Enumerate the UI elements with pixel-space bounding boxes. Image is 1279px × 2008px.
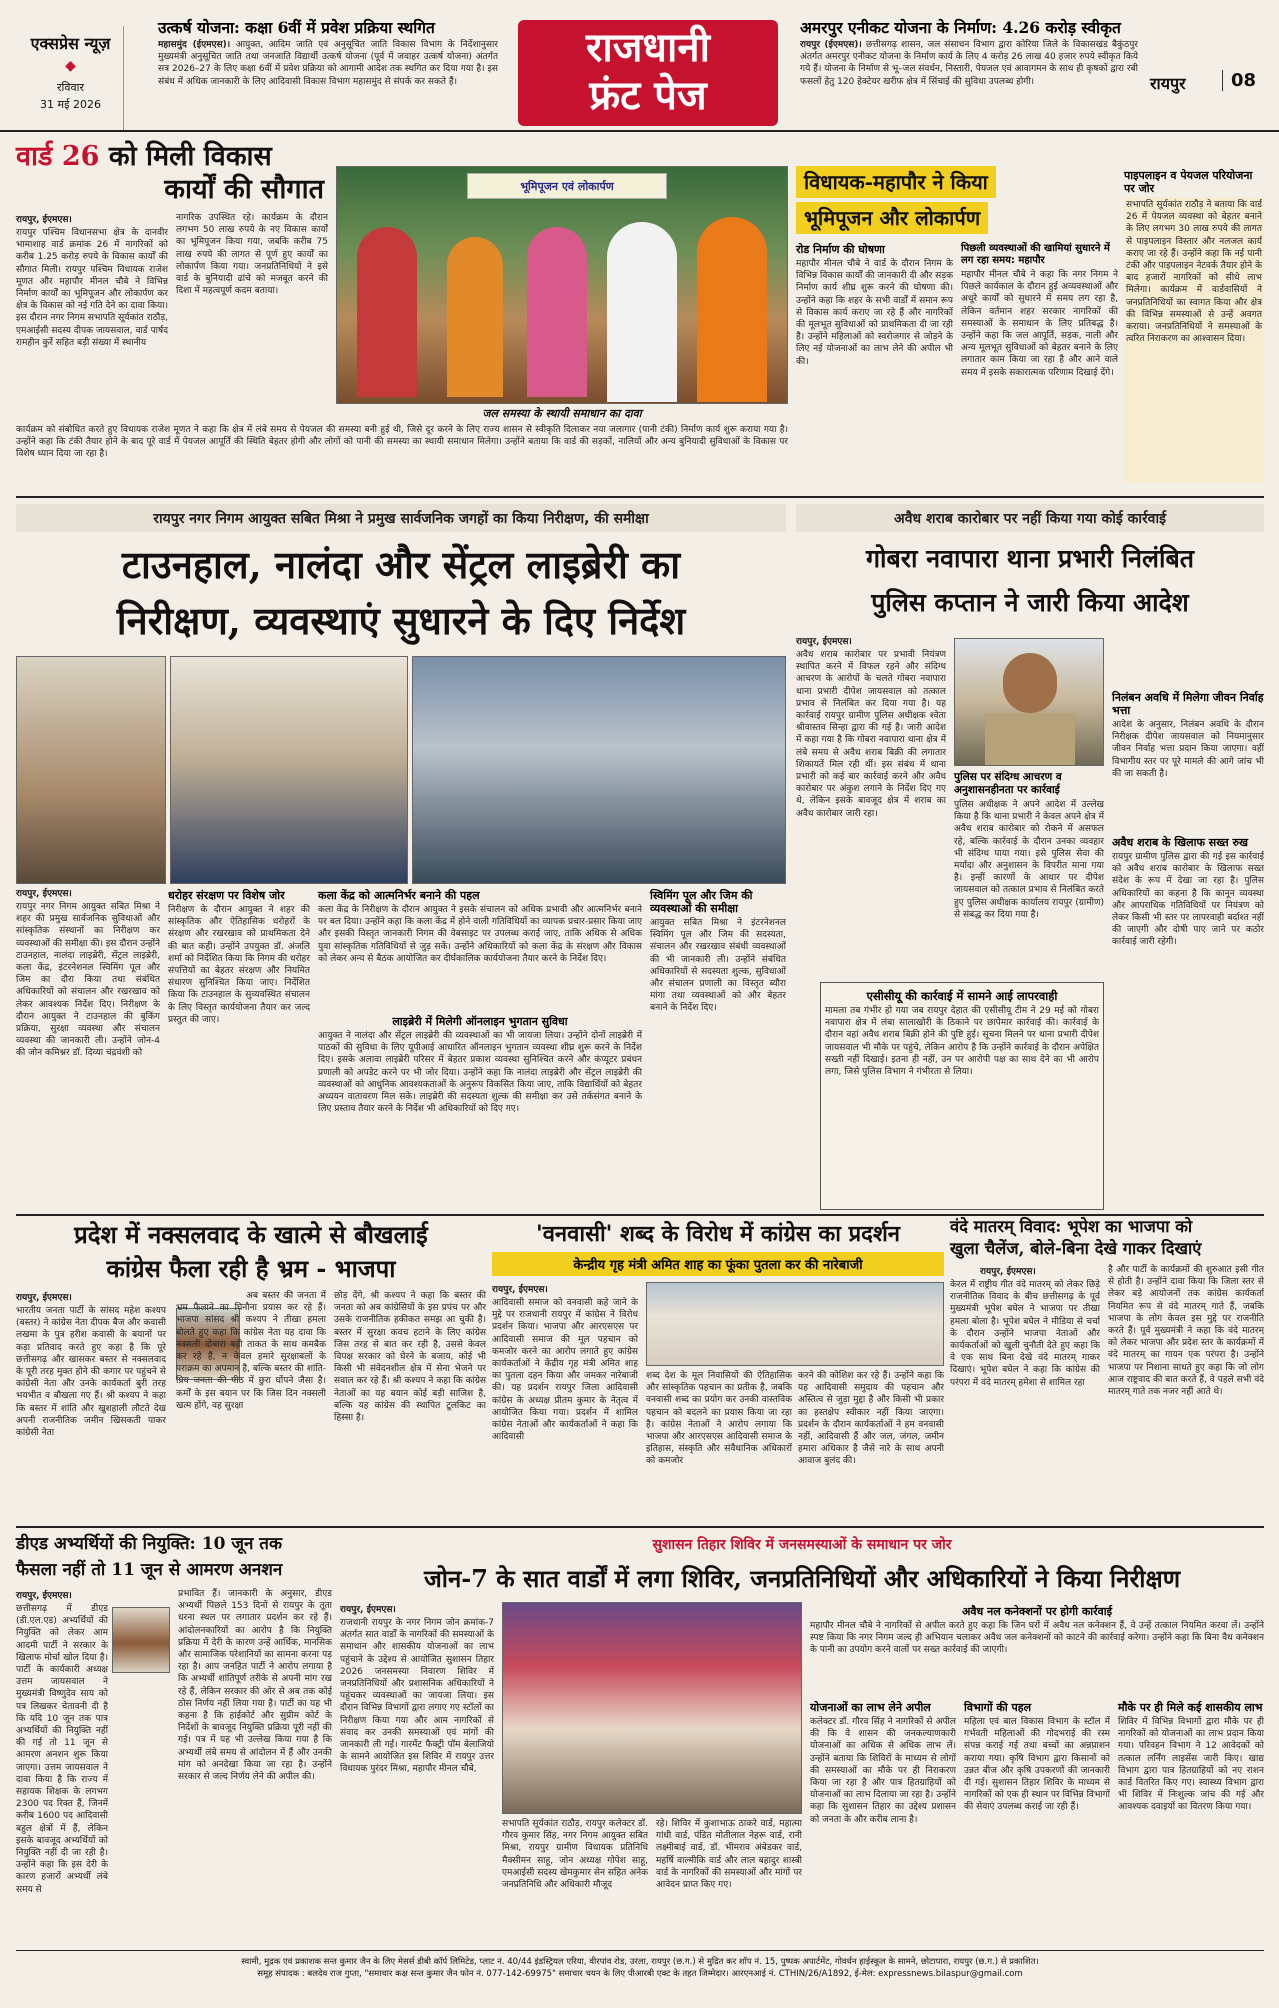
gobra-headline-2: पुलिस कप्तान ने जारी किया आदेश [871,588,1189,617]
gobra-col1: अवैध शराब कारोबार पर प्रभावी नियंत्रण स्थापित करने में विफल रहने और संदिग्ध आचरण के आरोपों के चलते गोबरा नवापारा थाना प्रभारी दीपेश जायसवाल को तत्काल प्रभाव से निलंबित कर दिया गया है। यह कार्रवाई रायपुर ग्रामीण पुलिस अधीक्षक श्वेता श्रीवास्तव सिन्हा द्वारा की गई है। जारी आदेश में कहा गया है कि गोबरा नवापारा थाना क्षेत्र में लंबे समय से अवैध शराब बिक्री की लगातार शिकायतें मिल रही थीं। इस संबंध में थाना प्रभारी को कई बार कार्रवाई करने और अवैध कारोबार पर अंकुश लगाने के निर्देश दिए गए थे, लेकिन इसके बावजूद क्षेत्र में शराब का अवैध कारोबार जारी रहा। [796,650,946,819]
vanvasi-headline: 'वनवासी' शब्द के विरोध में कांग्रेस का प्रदर्शन [535,1221,901,1247]
nalanda-col5: आयुक्त सबित मिश्रा ने इंटरनेशनल स्विमिंग पूल और जिम की सदस्यता, संचालन और रखरखाव संबंधी व्यवस्थाओं की भी जानकारी ली। उन्होंने संबंधित अधिकारियों से सदस्यता शुल्क, सुविधाओं और संचालन प्रणाली का विस्तृत ब्यौरा मांगा तथा व्यवस्थाओं को और बेहतर बनाने के निर्देश दिए। [650,918,786,1014]
naxal-col2: अब बस्तर की जनता में भ्रम फैलाने का घिनौना प्रयास कर रहे हैं। भाजपा सांसद श्री कश्यप ने तीखा हमला बोलते हुए कहा कि कांग्रेस नेता यह दावा कि नक्सली दोबारा बड़ी ताकत के साथ कमबैक कर रहे हैं, न केवल हमारे सुरक्षाबलों के पराक्रम का अपमान है, बल्कि बस्तर की शांति-प्रिय जनता की पीठ में छुरा घोंपने जैसा है। कर्मों के इस बयान पर कि जिस दिन नक्सली खत्म होंगे, वह सुरक्षा [176,1291,326,1411]
mla-mayor-sub-1: रोड निर्माण की घोषणा [796,243,885,256]
top-right-headline: अमरपुर एनीकट योजना के निर्माण: 4.26 करोड़ स्वीकृत [800,18,1121,37]
top-right-body: छत्तीसगढ़ शासन, जल संसाधन विभाग द्वारा कोरिया जिले के विकासखंड बैकुंठपुर अंतर्गत अमरपुर एनीकट योजना के निर्माण कार्य के लिए 4 करोड़ 26 लाख 40 हजार रुपये स्वीकृत किये गये हैं। योजना के निर्माण से भू–जल संवर्धन, निस्तारी, पेयजल एवं आवागमन के साथ ही कृषकों द्वारा रबी फसलों हेतु 120 हेक्टेयर खरीफ क्षेत्र में सिंचाई की सुविधा उपलब्ध होगी। [800,40,1138,87]
died-col1-wrap [16,1588,170,1944]
divider [16,1950,1264,1951]
pipeline-story [1124,166,1264,490]
vanvasi-col2: शब्द देश के मूल निवासियों की ऐतिहासिक और सांस्कृतिक पहचान का प्रतीक है, जबकि वनवासी शब्द का प्रयोग कर उनकी वास्तविक पहचान को बदलने का प्रयास किया जा रहा है। कांग्रेस नेताओं ने आरोप लगाया कि भाजपा और आरएसएस आदिवासी समाज के इतिहास, संस्कृति और संवैधानिक अधिकारों को कमजोर [646,1371,792,1467]
vanvasi-byline: रायपुर, ईएमएस। [492,1285,548,1295]
top-left-byline: महासमुंद (ईएमएस)। [158,40,231,50]
nalanda-photo-3 [412,656,786,884]
zone7-sub-vibhag: विभागों की पहल [964,1701,1032,1714]
top-left-body: आयुक्त, आदिम जाति एवं अनुसूचित जाति विकास विभाग के निर्देशानुसार मुख्यमंत्री अनुसूचित जाति तथा जनजाति विद्यार्थी उत्कर्ष योजना (पूर्व में जवाहर उत्कर्ष योजना) अंतर्गत सत्र 2026–27 के लिए कक्षा 6वीं में प्रवेश प्रक्रिया को आगामी आदेश तक स्थगित कर दिया गया है। इस संबंध में अधिक जानकारी के लिए आदिवासी विकास विभाग महासमुंद से संपर्क कर सकते हैं। [158,40,498,87]
nalanda-sub-library: लाइब्रेरी में मिलेगी ऑनलाइन भुगतान सुविधा [392,1015,568,1028]
vandemataram-col2: है और पार्टी के कार्यक्रमों की शुरुआत इसी गीत से होती है। उन्होंने दावा किया कि जिला स्तर से लेकर बड़े आयोजनों तक कांग्रेस कार्यकर्ता नियमित रूप से वंदे मातरम् गाते हैं, जबकि भाजपा के लोग केवल इस मुद्दे पर राजनीति करते हैं। पूर्व मुख्यमंत्री ने कहा कि वंदे मातरम् को लेकर भाजपा और प्रदेश स्तर के कार्यक्रमों में वंदे मातरम् का गायन एक परंपरा है। उन्होंने भाजपा पर निशाना साधते हुए कहा कि जो लोग आज राष्ट्रवाद की बात करते हैं, वे पहले सभी वंदे मातरम् गाते तक नजर नहीं आते थे। [1108,1265,1264,1398]
ward26-headline-part2: को मिली विकास [108,141,272,172]
masthead [0,0,1279,132]
died-headline-1: डीएड अभ्यर्थियों की नियुक्ति: 10 जून तक [16,1534,283,1554]
gobra-col3: आदेश के अनुसार, निलंबन अवधि के दौरान निरीक्षक दीपेश जायसवाल को नियमानुसार जीवन निर्वाह भत्ता प्रदान किया जाएगा। वहीं विभागीय स्तर पर पूरे मामले की आगे जांच भी की जा सकती है। [1112,720,1264,779]
zone7-sub-labh: मौके पर ही मिले कई शासकीय लाभ [1118,1701,1263,1714]
vandemataram-col1-wrap [950,1264,1100,1522]
zone7-sub-yojana: योजनाओं का लाभ लेने अपील [810,1701,931,1714]
top-left-story [158,18,498,128]
ward26-body-col2: नागरिक उपस्थित रहे। कार्यक्रम के दौरान लगभग 50 लाख रुपये के नए विकास कार्यों का भूमिपूजन किया गया, जबकि करीब 75 लाख रुपये की लागत से पूर्ण हुए कार्यों का लोकार्पण किया गया। जनप्रतिनिधियों ने इसे वार्ड के बुनियादी ढांचे को मजबूत करने की दिशा में महत्वपूर्ण कदम बताया। [176,213,328,297]
nalanda-sub-pool: स्विमिंग पूल और जिम की व्यवस्थाओं की समीक्षा [650,889,753,915]
mla-mayor-sub-2: पिछली व्यवस्थाओं की खामियां सुधारने में लग रहा समय: महापौर [961,243,1110,266]
died-headline-2: फैसला नहीं तो 11 जून से आमरण अनशन [16,1560,283,1580]
zone7-byline: रायपुर, ईएमएस। [340,1605,396,1615]
gobra-acc-box [820,982,1104,1210]
zone7-col5: कलेक्टर डॉ. गौरव सिंह ने नागरिकों से अपील की कि वे शासन की जनकल्याणकारी योजनाओं का अधिक से अधिक लाभ लें। उन्होंने बताया कि शिविरों के माध्यम से लोगों की समस्याओं का मौके पर ही निराकरण किया जा रहा है और पात्र हितग्राहियों को योजनाओं का लाभ दिलाया जा रहा है। उन्होंने कहा कि सुशासन तिहार का उद्देश्य प्रशासन को जनता के और करीब लाना है। [810,1717,956,1825]
gobra-headline-1: गोबरा नवापारा थाना प्रभारी निलंबित [865,544,1195,573]
vandemataram-headline-1: वंदे मातरम् विवाद: भूपेश का भाजपा को [950,1217,1193,1236]
top-right-byline: रायपुर (ईएमएस)। [800,40,862,50]
page-number: 08 [1222,70,1256,91]
gobra-sub-strict: अवैध शराब के खिलाफ सख्त रुख [1112,836,1249,849]
vandemataram-col1: केरल में राष्ट्रीय गीत वंदे मातरम् को लेकर छिड़े राजनीतिक विवाद के बीच छत्तीसगढ़ के पूर्व मुख्यमंत्री भूपेश बघेल ने भाजपा पर तीखा हमला बोला है। भूपेश बघेल ने मीडिया से चर्चा के दौरान उन्होंने भाजपा नेताओं और कार्यकर्ताओं को खुली चुनौती देते हुए कहा कि वे एक साथ बिना देखे वंदे मातरम् गाकर दिखाएं। भूपेश बघेल ने कहा कि कांग्रेस की परंपरा में वंदे मातरम् हमेशा से शामिल रहा [950,1280,1100,1388]
pipeline-body: सभापति सूर्यकांत राठौड़ ने बताया कि वार्ड 26 में पेयजल व्यवस्था को बेहतर बनाने के लिए लगभग 30 लाख रुपये की लागत से पाइपलाइन विस्तार और नलजल कार्य कराए जा रहे हैं। उन्होंने कहा कि नई पानी टंकी और पाइपलाइन नेटवर्क तैयार होने के बाद हजारों नागरिकों को सीधे लाभ मिलेगा। कार्यक्रम में वार्डवासियों ने जनप्रतिनिधियों का स्वागत किया और क्षेत्र की विभिन्न समस्याओं से उन्हें अवगत कराया। जनप्रतिनिधियों ने समस्याओं के त्वरित निराकरण का आश्वासन दिया। [1124,197,1264,483]
vanvasi-col3: करने की कोशिश कर रहे हैं। उन्होंने कहा कि यह आदिवासी समुदाय की पहचान और अस्तित्व से जुड़ा मुद्दा है और किसी भी प्रकार का हस्तक्षेप स्वीकार नहीं किया जाएगा। प्रदर्शन के दौरान कार्यकर्ताओं ने हम वनवासी नहीं, आदिवासी हैं और जल, जंगल, जमीन हमारा अधिकार है जैसे नारे के साथ अपनी आवाज बुलंद की। [798,1371,944,1467]
zone7-col4: महापौर मीनल चौबे ने नागरिकों से अपील करते हुए कहा कि जिन घरों में अवैध नल कनेक्शन हैं, वे उन्हें तत्काल नियमित करवा लें। उन्होंने स्पष्ट किया कि नगर निगम जल्द ही अभियान चलाकर अवैध जल कनेक्शनों को काटने की कार्रवाई करेगा। उन्होंने कहा कि बिना वैध कनेक्शन के पानी का उपयोग करने वालों पर सख्त कार्रवाई की जाएगी। [810,1621,1264,1656]
zone7-sub-nal: अवैध नल कनेक्शनों पर होगी कार्रवाई [961,1605,1113,1618]
mla-mayor-body-1: महापौर मीनल चौबे ने वार्ड के दौरान निगम के विभिन्न विकास कार्यों की जानकारी दी और सड़क निर्माण कार्य शीघ्र शुरू करने की घोषणा की। उन्होंने कहा कि शहर के सभी वार्डों में समान रूप से विकास कार्य कराए जा रहे हैं और नागरिकों की मूलभूत सुविधाओं को प्राथमिकता दी जा रही है। उन्होंने महिलाओं को स्वरोजगार से जोड़ने के लिए नई योजनाओं का लाभ लेने की अपील भी की। [796,259,953,367]
zone7-col7: शिविर में विभिन्न विभागों द्वारा मौके पर ही नागरिकों को योजनाओं का लाभ प्रदान किया गया। परिवहन विभाग ने 12 आवेदकों को तत्काल लर्निंग लाइसेंस जारी किए। खाद्य विभाग द्वारा पात्र हितग्राहियों को नए राशन कार्ड वितरित किए गए। स्वास्थ्य विभाग द्वारा भी शिविर में निःशुल्क जांच की गई और आवश्यक दवाइयों का वितरण किया गया। [1118,1717,1264,1813]
ward26-byline: रायपुर, ईएमएस। [16,215,72,225]
gobra-officer-photo [954,638,1104,766]
gobra-byline: रायपुर, ईएमएस। [796,637,852,647]
brand-box [18,26,124,130]
mla-mayor-headline-2: भूमिपूजन और लोकार्पण [796,202,988,234]
vanvasi-col1-wrap [492,1282,638,1522]
gobra-sub-allowance: निलंबन अवधि में मिलेगा जीवन निर्वाह भत्ता [1112,691,1264,717]
naxal-col1: भारतीय जनता पार्टी के सांसद महेश कश्यप (बस्तर) ने कांग्रेस नेता दीपक बैज और कवासी लखमा के पुत्र हरीश कवासी के बयानों पर कड़ा प्रतिवाद करते हुए कहा है कि पूरे छत्तीसगढ़ और खासकर बस्तर से नक्सलवाद के पूरी तरह मुक्त होने की कगार पर पहुंचने से कांग्रेसी नेता और उनके कार्यकर्ता बुरी तरह भयभीत व बौखला गए हैं। श्री कश्यप ने कहा कि बस्तर में शांति और खुशहाली लौटते देख अपनी राजनीतिक जमीन खिसकती पाकर कांग्रेसी नेता [16,1306,166,1439]
vandemataram-headline-2: खुला चैलेंज, बोले-बिना देखे गाकर दिखाएं [950,1239,1202,1258]
gobra-box-body: मामला तब गंभीर हो गया जब रायपुर देहात की एसीसीयू टीम ने 29 मई को गोबरा नवापारा क्षेत्र में लंबा सालाखोरी के ठिकाने पर छापेमार कार्रवाई की। कार्रवाई के दौरान वहां अवैध शराब बिक्री होने की पुष्टि हुई। सूचना मिलने पर थाना प्रभारी दीपेश जायसवाल भी मौके पर पहुंचे, लेकिन आरोप है कि उन्होंने कार्रवाई के दौरान अपेक्षित सख्ती नहीं दिखाई। इतना ही नहीं, उन पर आरोपी पक्ष का साथ देने का भी आरोप लगा, जिसे पुलिस विभाग ने गंभीरता से लिया। [825,1006,1099,1078]
zone7-col2: सभापति सूर्यकांत राठौड़, रायपुर कलेक्टर डॉ. गौरव कुमार सिंह, नगर निगम आयुक्त सबित मिश्रा, रायपुर ग्रामीण विधायक प्रतिनिधि मैक्सीमन साहू, जोन अध्यक्ष गोपेश साहू, एमआईसी सदस्य खेमकुमार सेन सहित अनेक जनप्रतिनिधि और अधिकारी मौजूद [502,1819,648,1891]
pipeline-headline: पाइपलाइन व पेयजल परियोजना पर जोर [1124,169,1253,195]
city-label: रायपुर [1150,74,1186,93]
nalanda-sub-kala: कला केंद्र को आत्मनिर्भर बनाने की पहल [318,889,480,902]
naxal-headline-1: प्रदेश में नक्सलवाद के खात्मे से बौखलाई [74,1220,428,1249]
front-page-subtitle: फ्रंट पेज [589,72,707,119]
gobra-col1-wrap [796,634,946,978]
divider [16,1526,1264,1528]
brand-name: एक्सप्रेस न्यूज़ [30,34,111,53]
vanvasi-protest-photo [646,1282,944,1366]
nalanda-body [16,886,786,1210]
brand-logo-icon: ◆ [65,58,76,74]
vandemataram-byline: रायपुर, ईएमएस। [980,1267,1036,1277]
nalanda-col2: निरीक्षण के दौरान आयुक्त ने शहर की सांस्कृतिक और ऐतिहासिक धरोहरों के संरक्षण और रखरखाव को प्राथमिकता देने की बात कही। उन्होंने उपयुक्त डॉ. अंजलि शर्मा को निर्देशित किया कि निगम की धरोहर संपत्तियों का बेहतर संरक्षण और नियमित संधारण सुनिश्चित किया जाए। निर्देशित किया कि टाउनहाल के सुव्यवस्थित संचालन के लिए विस्तृत कार्ययोजना तैयार कर जल्द प्रस्तुत की जाए। [168,905,310,1025]
issue-date: 31 मई 2026 [40,98,101,111]
nalanda-kicker: रायपुर नगर निगम आयुक्त सबित मिश्रा ने प्रमुख सार्वजनिक जगहों का किया निरीक्षण, की समीक्षा [16,504,786,532]
ward26-photo [336,166,788,404]
ward26-caption-body: कार्यक्रम को संबोधित करते हुए विधायक राजेश मूणत ने कहा कि क्षेत्र में लंबे समय से पेयजल की समस्या बनी हुई थी, जिसे दूर करने के लिए राज्य शासन से स्वीकृति दिलाकर नया जलागार (पानी टंकी) निर्माण कार्य शुरू कराया गया है। उन्होंने कहा कि टंकी तैयार होने के बाद पूरे वार्ड में पेयजल आपूर्ति की स्थिति बेहतर होगी और लोगों को पानी की समस्या का स्थायी समाधान मिलेगा। उन्होंने बताया कि वार्ड की सड़कों, नालियों और अन्य बुनियादी सुविधाओं के विकास पर विशेष ध्यान दिया जा रहा है। [16,425,788,459]
died-col1: छत्तीसगढ़ में डीएड (डी.एल.एड) अभ्यर्थियों की नियुक्ति को लेकर आम आदमी पार्टी ने सरकार के खिलाफ मोर्चा खोल दिया है। पार्टी के कार्यकारी अध्यक्ष उत्तम जायसवाल ने मुख्यमंत्री विष्णुदेव साय को पत्र लिखकर चेतावनी दी है कि यदि 10 जून तक पात्र अभ्यर्थियों की नियुक्ति नहीं की गई तो 11 जून से आमरण अनशन शुरू किया जाएगा। उत्तम जायसवाल ने दावा किया है कि राज्य में सहायक शिक्षक के लगभग 2300 पद रिक्त हैं, जिनमें करीब 1600 पद आदिवासी बहुल क्षेत्रों में हैं, लेकिन इसके बावजूद अभ्यर्थियों को नियुक्ति नहीं दी जा रही है। उन्होंने कहा कि इस देरी के कारण हजारों अभ्यर्थी लंबे समय से [16,1604,108,1895]
top-right-story [800,18,1138,128]
zone7-camp-photo [502,1602,802,1814]
naxal-headline-2: कांग्रेस फैला रही है भ्रम - भाजपा [106,1254,396,1283]
ward26-caption: जल समस्या के स्थायी समाधान का दावा [482,407,642,420]
gobra-col4: रायपुर ग्रामीण पुलिस द्वारा की गई इस कार्रवाई को अवैध शराब कारोबार के खिलाफ सख्त संदेश के रूप में देखा जा रहा है। पुलिस अधिकारियों का कहना है कि कानून व्यवस्था और आपराधिक गतिविधियों पर नियंत्रण को लेकर किसी भी स्तर पर लापरवाही बर्दाश्त नहीं की जाएगी और दोषी पाए जाने पर कठोर कार्रवाई जारी रहेगी। [1112,852,1264,948]
nalanda-headline-2: निरीक्षण, व्यवस्थाएं सुधारने के दिए निर्देश [116,598,686,643]
nalanda-photo-1 [16,656,166,884]
imprint-line-1: स्वामी, मुद्रक एवं प्रकाशक सन्त कुमार जैन के लिए मेसर्स डीबी कॉर्प लिमिटेड, प्लाट नं. 40/44 इंडस्ट्रियल एरिया, वीरपांव रोड, उरला, रायपुर (छ.ग.) से मुद्रित कर शॉप नं. 15, पुष्पक अपार्टमेंट, गोवर्धन हाईस्कूल के सामने, छोटापारा, रायपुर (छ.ग.) से प्रकाशित। [241,1957,1039,1967]
front-page-label [518,20,778,126]
died-person-photo [112,1607,170,1673]
ward26-body-col1: रायपुर पश्चिम विधानसभा क्षेत्र के दानवीर भामाशाह वार्ड क्रमांक 26 में नागरिकों को करीब 1.25 करोड़ रुपये के विकास कार्यों की सौगात मिली। रायपुर पश्चिम विधायक राजेश मूणत और महापौर मीनल चौबे ने विभिन्न निर्माण कार्यों का भूमिपूजन और लोकार्पण कर क्षेत्र के विकास को नई गति देने का दावा किया। इस दौरान नगर निगम सभापति सूर्यकांत राठौड़, एमआईसी सदस्य दीपक जायसवाल, वार्ड पार्षद रामहीन कुर्रे सहित बड़ी संख्या में स्थानीय [16,228,168,348]
nalanda-col3: कला केंद्र के निरीक्षण के दौरान आयुक्त ने इसके संचालन को अधिक प्रभावी और आत्मनिर्भर बनाने पर बल दिया। उन्होंने कहा कि कला केंद्र में होने वाली गतिविधियों का व्यापक प्रचार-प्रसार किया जाए और इसकी विस्तृत जानकारी निगम की वेबसाइट पर उपलब्ध कराई जाए, ताकि अधिक से अधिक युवा सांस्कृतिक गतिविधियों से जुड़ सकें। उन्होंने अधिकारियों को कला केंद्र के संरक्षण और विकास को लेकर अन्य से बैठक आयोजित कर दीर्घकालिक कार्ययोजना तैयार करने के निर्देश दिए। [318,905,642,964]
zone7-col6: महिला एवं बाल विकास विभाग के स्टॉल में गर्भवती महिलाओं की गोदभराई की रस्म संपन्न कराई गई तथा बच्चों का अन्नप्राशन कराया गया। कृषि विभाग द्वारा किसानों को उन्नत बीज और कृषि उपकरणों की जानकारी दी गई। सुशासन तिहार शिविर के माध्यम से नागरिकों को एक ही स्थान पर विभिन्न विभागों की सेवाएं उपलब्ध कराई जा रही हैं। [964,1717,1110,1813]
ward26-photo-banner: भूमिपूजन एवं लोकार्पण [467,173,667,199]
zone7-kicker: सुशासन तिहार शिविर में जनसमस्याओं के समाधान पर जोर [652,1536,952,1553]
nalanda-headline-1: टाउनहाल, नालंदा और सेंट्रल लाइब्रेरी का [121,542,681,587]
mla-mayor-story [796,166,1118,490]
ward26-headline-ward: वार्ड 26 [16,141,100,172]
mla-mayor-body-2: महापौर मीनल चौबे ने कहा कि नगर निगम ने पिछले कार्यकाल के दौरान हुई अव्यवस्थाओं और अधूरे कार्यों को सुधारने में समय लग रहा है, लेकिन वर्तमान शहर सरकार नागरिकों की समस्याओं के समाधान के लिए प्रतिबद्ध है। उन्होंने कहा कि जल आपूर्ति, सड़क, नाली और अन्य मूलभूत सुविधाओं को बेहतर बनाने के लिए लगातार काम किया जा रहा है और आने वाले समय में इसके सकारात्मक परिणाम दिखाई देंगे। [961,270,1118,378]
naxal-col3: छोड़ देंगे, श्री कश्यप ने कहा कि बस्तर की जनता को अब कांग्रेसियों के इस प्रपंच पर और उसके राजनीतिक हकीकत समझ आ चुकी है। बस्तर में सुरक्षा कवच हटाने के लिए कांग्रेस जिस तरह से बात कर रही है, उससे केवल विपक्ष सरकार को घेरने के बजाय, कोई भी किसी भी संवेदनशील क्षेत्र में सेना भेजने पर सवाल कर रहे हैं। श्री कश्यप ने कहा कि कांग्रेस नेताओं का यह बयान कोई बड़ी साजिश है, बल्कि यह कांग्रेस की स्थापित टूलकिट का हिस्सा है। [334,1291,486,1424]
gobra-col2-wrap [954,768,1104,978]
vanvasi-subhead: केन्द्रीय गृह मंत्री अमित शाह का फूंका पुतला कर की नारेबाजी [492,1252,944,1276]
vanvasi-col1: आदिवासी समाज को वनवासी कहे जाने के मुद्दे पर राजधानी रायपुर में कांग्रेस ने विरोध प्रदर्शन किया। भाजपा और आरएसएस पर आदिवासी समाज की मूल पहचान को कमजोर करने का आरोप लगाते हुए कांग्रेस कार्यकर्ताओं ने केंद्रीय गृह मंत्री अमित शाह का पुतला दहन किया और जमकर नारेबाजी की। यह प्रदर्शन रायपुर जिला आदिवासी कांग्रेस के अध्यक्ष प्रीतम कुमार के नेतृत्व में आयोजित किया गया। प्रदर्शन में शामिल कांग्रेस नेताओं और कार्यकर्ताओं ने कहा कि आदिवासी [492,1298,638,1443]
naxal-body [16,1290,486,1522]
gobra-box-headline: एसीसीयू की कार्रवाई में सामने आई लापरवाही [866,989,1058,1003]
ward26-headline [16,140,330,173]
nalanda-sub-heritage: धरोहर संरक्षण पर विशेष जोर [168,889,285,902]
front-page-title: राजधानी [586,24,710,71]
gobra-sub-conduct: पुलिस पर संदिग्ध आचरण व अनुशासनहीनता पर कार्रवाई [954,771,1062,796]
issue-day: रविवार [57,81,84,94]
naxal-byline: रायपुर, ईएमएस। [16,1293,72,1303]
nalanda-photo-2 [170,656,408,884]
mla-mayor-headline-1: विधायक-महापौर ने किया [796,166,996,198]
divider [16,496,1264,498]
top-left-headline: उत्कर्ष योजना: कक्षा 6वीं में प्रवेश प्रक्रिया स्थगित [158,18,435,37]
died-byline: रायपुर, ईएमएस। [16,1591,72,1601]
nalanda-col4: आयुक्त ने नालंदा और सेंट्रल लाइब्रेरी की व्यवस्थाओं का भी जायजा लिया। उन्होंने दोनों लाइब्रेरी में पाठकों की सुविधा के लिए यूपीआई आधारित ऑनलाइन भुगतान व्यवस्था शीघ्र शुरू करने के निर्देश दिए। इसके अलावा लाइब्रेरी परिसर में बेहतर प्रकाश व्यवस्था सुनिश्चित करने और कंप्यूटर प्रबंधन प्रणाली को अपडेट करने पर भी जोर दिया। उन्होंने कहा कि नालंदा लाइब्रेरी और सेंट्रल लाइब्रेरी की व्यवस्थाओं को आधुनिक आवश्यकताओं के अनुरूप विकसित किया जाए, ताकि विद्यार्थियों को बेहतर अध्ययन वातावरण मिल सके। लाइब्रेरी की सदस्यता शुल्क की समीक्षा कर उसे तर्कसंगत बनाने के लिए प्रस्ताव तैयार करने के निर्देश भी अधिकारियों को दिए गए। [318,1031,642,1115]
zone7-right [810,1602,1264,1944]
imprint-footer [16,1956,1264,2000]
zone7-headline: जोन-7 के सात वार्डों में लगा शिविर, जनप्रतिनिधियों और अधिकारियों ने किया निरीक्षण [423,1564,1181,1593]
zone7-col3: रहे। शिविर में कुशाभाऊ ठाकरे वार्ड, महात्मा गांधी वार्ड, पंडित मोतीलाल नेहरू वार्ड, रानी लक्ष्मीबाई वार्ड, डॉ. भीमराव अंबेडकर वार्ड, महर्षि वाल्मीकि वार्ड और लाल बहादुर शास्त्री वार्ड के नागरिकों की समस्याओं और मांगों पर आवेदन प्राप्त किए गए। [656,1819,802,1891]
nalanda-col1: रायपुर नगर निगम आयुक्त सबित मिश्रा ने शहर की प्रमुख सार्वजनिक सुविधाओं और सांस्कृतिक संस्थानों का निरीक्षण कर व्यवस्थाओं की समीक्षा की। इस दौरान उन्होंने टाउनहाल, नालंदा लाइब्रेरी, सेंट्रल लाइब्रेरी, कला केंद्र, इंटरनेशनल स्विमिंग पूल और जिम का दौरा किया तथा संबंधित अधिकारियों को संचालन और रखरखाव को लेकर आवश्यक निर्देश दिए। निरीक्षण के दौरान आयुक्त ने टाउनहाल की बुकिंग प्रक्रिया, सुरक्षा व्यवस्था और संचालन व्यवस्था की जानकारी ली। उन्होंने जोन-4 की जोन कमिश्नर डॉ. दिव्या चंद्रवंशी को [16,902,160,1059]
gobra-col3-wrap [1112,688,1264,1208]
gobra-col2: पुलिस अधीक्षक ने अपने आदेश में उल्लेख किया है कि थाना प्रभारी ने केवल अपने क्षेत्र में अवैध शराब कारोबार को रोकने में असफल रहे, बल्कि कार्रवाई के दौरान उनका व्यवहार भी संदिग्ध पाया गया। इसे पुलिस सेवा की मर्यादा और अनुशासन के विपरीत माना गया है। इन्हीं कारणों के आधार पर दीपेश जायसवाल को तत्काल प्रभाव से निलंबित करते हुए पुलिस अधीक्षक कार्यालय रायपुर (ग्रामीण) से संबद्ध कर दिया गया है। [954,800,1104,920]
zone7-col1-wrap [340,1602,494,1944]
gobra-kicker: अवैध शराब कारोबार पर नहीं किया गया कोई कार्रवाई [796,504,1264,532]
ward26-headline-line2: कार्यों की सौगात [164,174,324,205]
died-col2: प्रभावित हैं। जानकारी के अनुसार, डीएड अभ्यर्थी पिछले 153 दिनों से रायपुर के तूता धरना स्थल पर लगातार प्रदर्शन कर रहे हैं। आंदोलनकारियों का आरोप है कि नियुक्ति प्रक्रिया में देरी के कारण उन्हें आर्थिक, मानसिक और सामाजिक परेशानियों का सामना करना पड़ रहा है। आप जनहित पार्टी ने आरोप लगाया है कि अभ्यर्थी शांतिपूर्ण तरीके से अपनी मांग रख रहे हैं, लेकिन सरकार की ओर से अब तक कोई ठोस निर्णय नहीं लिया गया है। पार्टी का यह भी कहना है कि हाईकोर्ट और सुप्रीम कोर्ट के निर्देशों के बावजूद नियुक्ति प्रक्रिया पूरी नहीं की गई। पत्र में यह भी उल्लेख किया गया है कि अभ्यर्थी लंबे समय से आंदोलन में हैं और उनकी मांग को अनदेखा किया जा रहा है। उन्होंने सरकार से जल्द निर्णय लेने की अपील की। [178,1589,332,1783]
nalanda-byline: रायपुर, ईएमएस। [16,889,72,899]
zone7-col1: राजधानी रायपुर के नगर निगम जोन क्रमांक-7 अंतर्गत सात वार्डों के नागरिकों की समस्याओं के समाधान और शासकीय योजनाओं का लाभ पहुंचाने के उद्देश्य से आयोजित सुशासन तिहार 2026 जनसमस्या निवारण शिविर में जनप्रतिनिधियों और प्रशासनिक अधिकारियों ने पहुंचकर व्यवस्थाओं का जायजा लिया। इस दौरान विभिन्न विभागों द्वारा लगाए गए स्टॉलों का निरीक्षण किया गया और आम नागरिकों से संवाद कर उनकी समस्याओं एवं मांगों की जानकारी ली गई। गारमेंट फैक्ट्री पॉम बेलाजियो के सामने आयोजित इस शिविर में रायपुर उत्तर विधायक पुरंदर मिश्रा, महापौर मीनल चौबे, [340,1618,494,1775]
imprint-line-2: समूह संपादक : बलदेव राज गुप्ता, "समाचार कक्ष सन्त कुमार जैन फोन नं. 077-142-69975" समाचार चयन के लिए पीआरबी एक्ट के तहत जिम्मेदार। आरएनआई नं. CTHIN/26/A1892, ई-मेल: expressnews.bilaspur@gmail.com [257,1969,1023,1979]
